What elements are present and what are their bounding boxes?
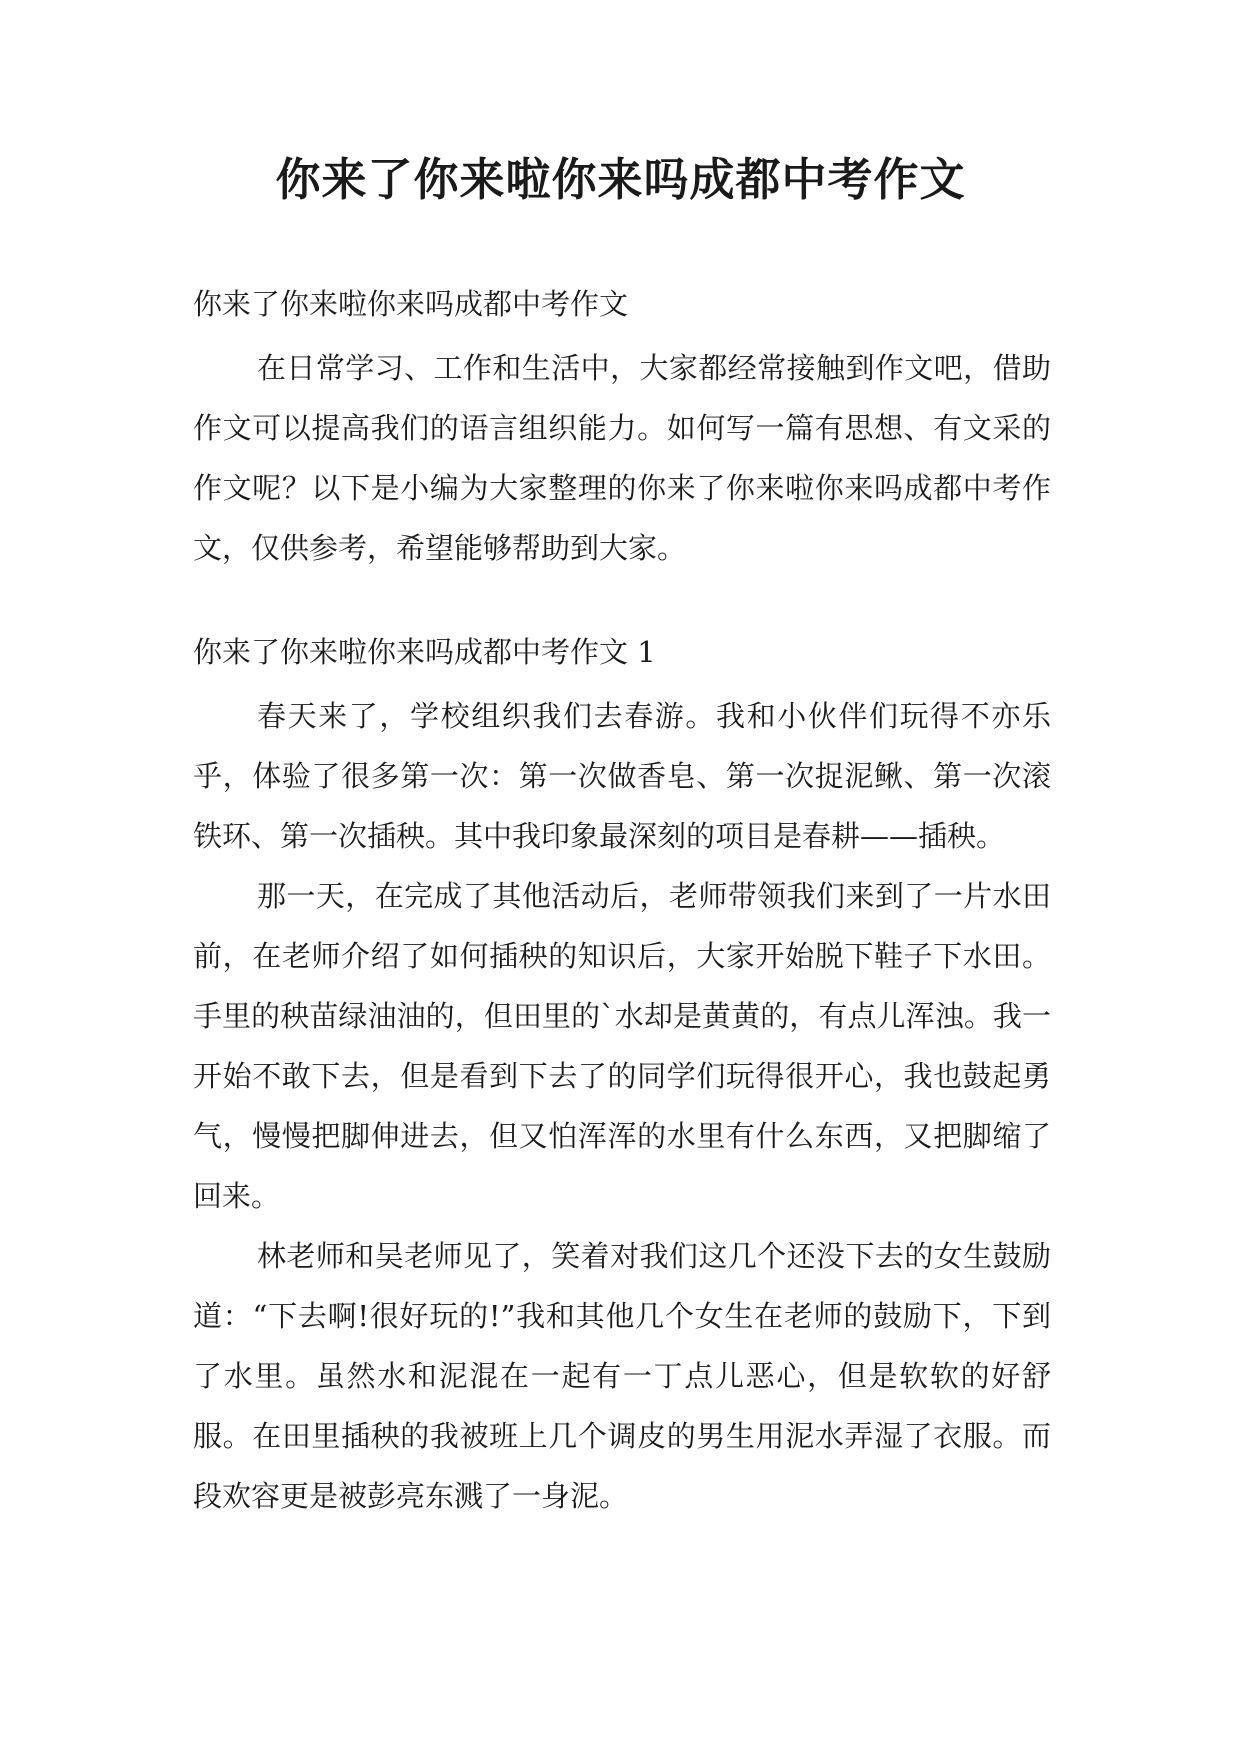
section-1-heading: 你来了你来啦你来吗成都中考作文 1 (193, 635, 656, 669)
section-1-paragraph-3: 林老师和吴老师见了，笑着对我们这几个还没下去的女生鼓励道：“下去啊!很好玩的!”我和其他几个女生在老师的鼓励下，下到了水里。虽然水和泥混在一起有一丁点儿恶心，但是软软的好舒服。在田里插秧的我被班上几个调皮的男生用泥水弄湿了衣服。而段欢容更是被彭亮东溅了一身泥。 (193, 1239, 1051, 1513)
section-1-paragraph-1: 春天来了，学校组织我们去春游。我和小伙伴们玩得不亦乐乎，体验了很多第一次：第一次做香皂、第一次捉泥鳅、第一次滚铁环、第一次插秧。其中我印象最深刻的项目是春耕——插秧。 (193, 699, 1051, 853)
document-title: 你来了你来啦你来吗成都中考作文 (275, 153, 966, 206)
intro-heading: 你来了你来啦你来吗成都中考作文 (193, 287, 629, 321)
document-body (193, 286, 1051, 1526)
section-1-paragraph-2: 那一天，在完成了其他活动后，老师带领我们来到了一片水田前，在老师介绍了如何插秧的知识后，大家开始脱下鞋子下水田。手里的秧苗绿油油的，但田里的`水却是黄黄的，有点儿浑浊。我一开始不敢下去，但是看到下去了的同学们玩得很开心，我也鼓起勇气，慢慢把脚伸进去，但又怕浑浑的水里有什么东西，又把脚缩了回来。 (193, 879, 1051, 1213)
intro-paragraph: 在日常学习、工作和生活中，大家都经常接触到作文吧，借助作文可以提高我们的语言组织能力。如何写一篇有思想、有文采的作文呢？以下是小编为大家整理的你来了你来啦你来吗成都中考作文，仅供参考，希望能够帮助到大家。 (193, 351, 1051, 565)
